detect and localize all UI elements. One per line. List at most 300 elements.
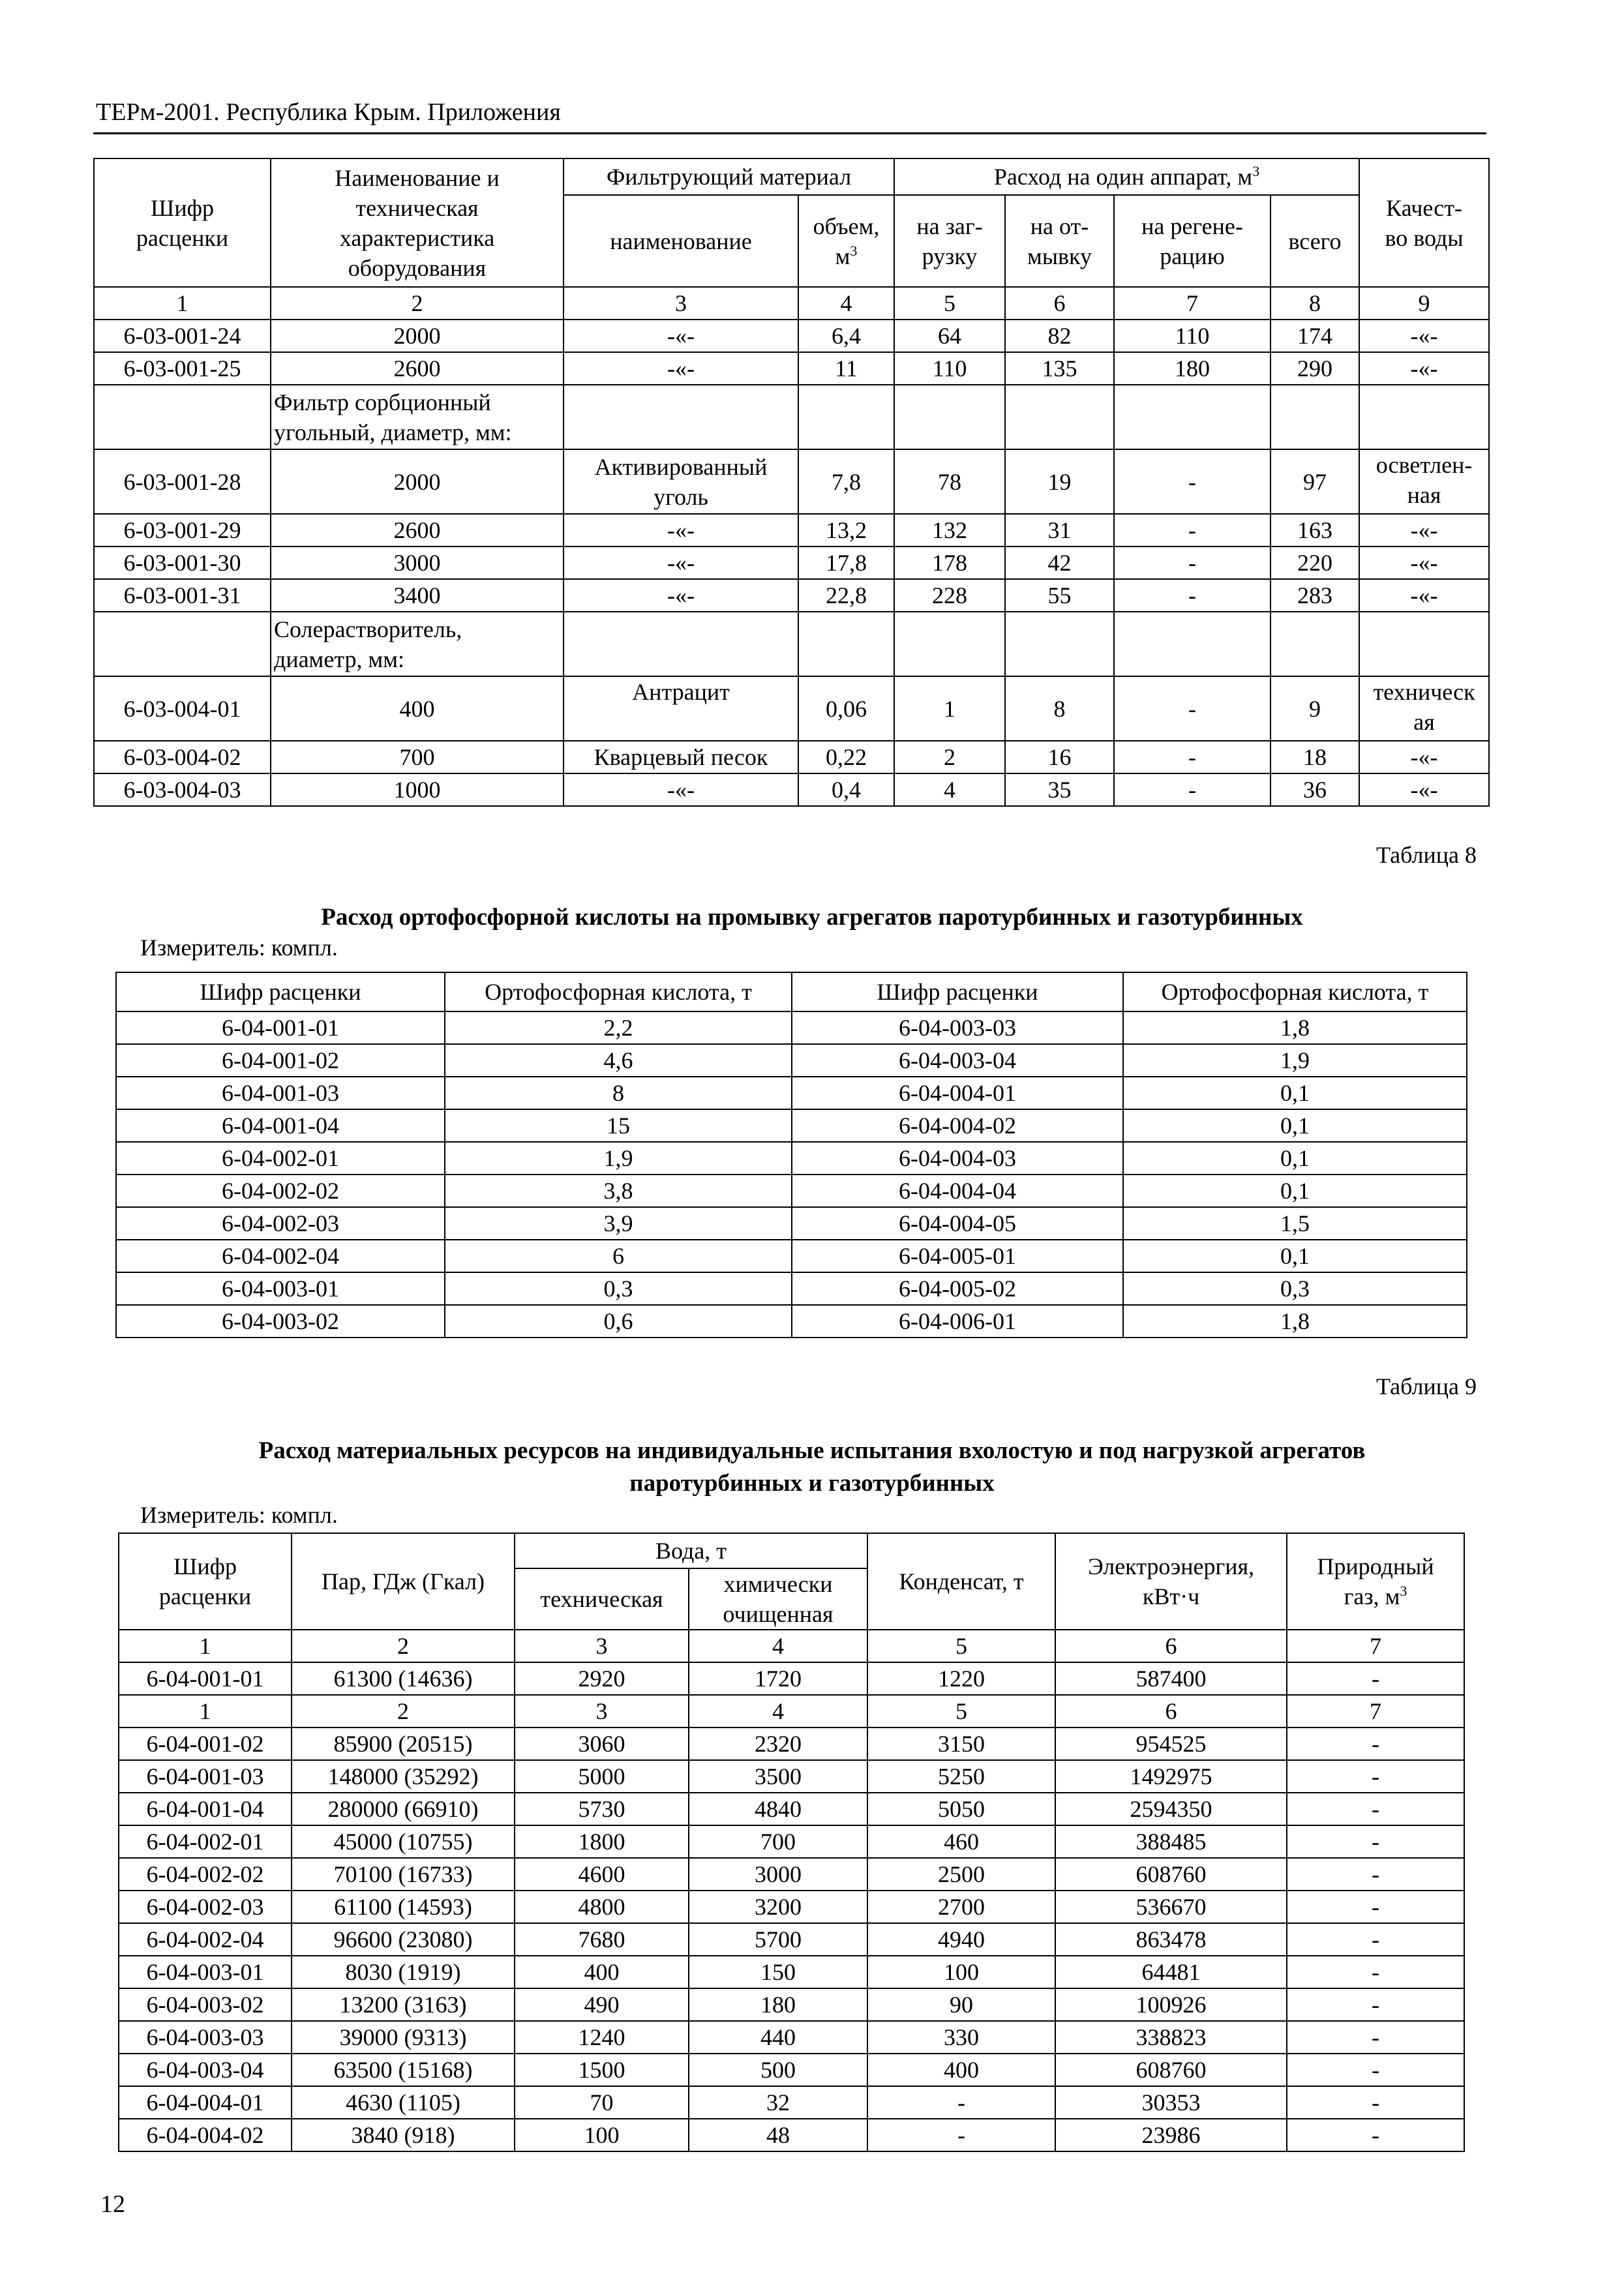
table-cell: 5: [867, 1695, 1055, 1728]
table-cell: 500: [689, 2054, 867, 2086]
table-cell: 6: [1055, 1695, 1287, 1728]
table-cell: 3400: [271, 579, 564, 612]
table-cell: 4800: [515, 1891, 689, 1923]
table-row: [116, 1044, 1467, 1077]
header-loading: на заг- рузку: [894, 195, 1005, 287]
header-water: Вода, т: [515, 1533, 867, 1568]
table-cell: 2600: [271, 514, 564, 546]
table-cell: -: [867, 2119, 1055, 2151]
table-cell: 82: [1005, 320, 1114, 352]
table-row: [94, 546, 1489, 579]
table-cell: 6-03-004-01: [94, 676, 271, 741]
table-cell: 19: [1005, 449, 1114, 514]
table-cell: 6-03-001-25: [94, 352, 271, 385]
table-cell: 5050: [867, 1793, 1055, 1825]
table-cell: [1359, 385, 1489, 449]
table-cell: 30353: [1055, 2086, 1287, 2119]
table-cell: 15: [445, 1109, 792, 1142]
table-cell: 22,8: [798, 579, 894, 612]
table-cell: 132: [894, 514, 1005, 546]
table-cell: 9: [1271, 676, 1359, 741]
table-row: [116, 1077, 1467, 1109]
table-cell: -: [1114, 773, 1271, 806]
table-cell: 2: [292, 1695, 515, 1728]
table-cell: 6-04-004-01: [792, 1077, 1123, 1109]
table-cell: 6-04-003-03: [119, 2021, 292, 2054]
table-cell: 6-03-001-28: [94, 449, 271, 514]
table-cell: [798, 612, 894, 676]
table-row: [119, 1728, 1464, 1760]
table-cell: 6-04-002-02: [119, 1858, 292, 1891]
table-row: [119, 1760, 1464, 1793]
table-cell: 6,4: [798, 320, 894, 352]
table-row: [119, 1825, 1464, 1858]
column-numbers-row: [119, 1695, 1464, 1728]
header-consumption: [894, 158, 1359, 195]
table-cell: 6-04-001-02: [119, 1728, 292, 1760]
table-cell: [1005, 612, 1114, 676]
table-cell: 536670: [1055, 1891, 1287, 1923]
table-cell: 5730: [515, 1793, 689, 1825]
table-cell: Активированный уголь: [564, 449, 798, 514]
table-cell: 8: [445, 1077, 792, 1109]
table-cell: 2000: [271, 449, 564, 514]
table-cell: 6-04-004-03: [792, 1142, 1123, 1174]
header-quality: Качест- во воды: [1359, 158, 1489, 287]
table-cell: 283: [1271, 579, 1359, 612]
header-total: всего: [1271, 195, 1359, 287]
table-cell: 4,6: [445, 1044, 792, 1077]
table-cell: 6-04-002-01: [116, 1142, 445, 1174]
header-divider: [93, 132, 1486, 134]
table-cell: 4: [894, 773, 1005, 806]
table-cell: 1: [119, 1695, 292, 1728]
table-cell: [94, 385, 271, 449]
table-cell: 7: [1287, 1695, 1464, 1728]
table-cell: 5700: [689, 1923, 867, 1956]
table-cell: [894, 385, 1005, 449]
table-cell: -«-: [1359, 546, 1489, 579]
phosphoric-acid-table: [115, 972, 1467, 1338]
table-cell: 180: [689, 1988, 867, 2021]
table-cell: -: [1287, 1728, 1464, 1760]
table-cell: -: [867, 2086, 1055, 2119]
table-cell: 700: [689, 1825, 867, 1858]
column-number: 9: [1359, 287, 1489, 320]
table-cell: [1114, 612, 1271, 676]
table-cell: [1271, 612, 1359, 676]
header-electricity: Электроэнергия, кВт·ч: [1055, 1533, 1287, 1630]
table-cell: 6-04-003-04: [119, 2054, 292, 2086]
table-cell: -: [1287, 1793, 1464, 1825]
table-row: [119, 2086, 1464, 2119]
table-cell: 3200: [689, 1891, 867, 1923]
table-cell: 220: [1271, 546, 1359, 579]
table-cell: -«-: [564, 514, 798, 546]
table-cell: 6-04-002-02: [116, 1174, 445, 1207]
table-cell: 96600 (23080): [292, 1923, 515, 1956]
header-code: Шифр расценки: [94, 158, 271, 287]
table-cell: 8030 (1919): [292, 1956, 515, 1988]
table-row: [119, 1662, 1464, 1695]
table-cell: 228: [894, 579, 1005, 612]
table-cell: 0,6: [445, 1305, 792, 1338]
table-row: [116, 1207, 1467, 1240]
table-cell: 6-04-001-03: [119, 1760, 292, 1793]
column-numbers-row: [94, 287, 1489, 320]
table-cell: 61300 (14636): [292, 1662, 515, 1695]
table-cell: 0,3: [445, 1272, 792, 1305]
table-row: [94, 320, 1489, 352]
table-cell: 440: [689, 2021, 867, 2054]
table-cell: 6-03-004-02: [94, 741, 271, 773]
table-cell: 135: [1005, 352, 1114, 385]
table-cell: -: [1114, 546, 1271, 579]
table-cell: 2700: [867, 1891, 1055, 1923]
table-cell: -«-: [1359, 320, 1489, 352]
table-cell: 6: [445, 1240, 792, 1272]
header-material-name: наименование: [564, 195, 798, 287]
table-cell: 13200 (3163): [292, 1988, 515, 2021]
table-row: [119, 2119, 1464, 2151]
table-cell: 3,8: [445, 1174, 792, 1207]
table-cell: 2,2: [445, 1011, 792, 1044]
table-cell: 31: [1005, 514, 1114, 546]
page-number: 12: [100, 2191, 125, 2218]
table-cell: 1,8: [1123, 1011, 1467, 1044]
table-cell: -«-: [1359, 514, 1489, 546]
table-cell: 2920: [515, 1662, 689, 1695]
table-cell: 388485: [1055, 1825, 1287, 1858]
table-row: [116, 1011, 1467, 1044]
table-cell: 0,1: [1123, 1109, 1467, 1142]
table-cell: 6: [1055, 1630, 1287, 1662]
table-cell: 6-03-001-30: [94, 546, 271, 579]
table-cell: 97: [1271, 449, 1359, 514]
table-cell: 7680: [515, 1923, 689, 1956]
table-row: [119, 1891, 1464, 1923]
table-cell: [564, 612, 798, 676]
table-9-measure: Измеритель: компл.: [140, 1502, 338, 1528]
table-cell: -«-: [564, 320, 798, 352]
table-cell: 0,06: [798, 676, 894, 741]
table-cell: 3060: [515, 1728, 689, 1760]
table-cell: 0,1: [1123, 1174, 1467, 1207]
table-cell: -«-: [564, 579, 798, 612]
table-9-caption: Таблица 9: [1376, 1373, 1477, 1399]
table-cell: 11: [798, 352, 894, 385]
header-volume-label: объем, м: [813, 213, 880, 269]
table-row: [94, 773, 1489, 806]
table-cell: -«-: [564, 352, 798, 385]
header-condensate: Конденсат, т: [867, 1533, 1055, 1630]
header-steam: Пар, ГДж (Гкал): [292, 1533, 515, 1630]
header-volume: [798, 195, 894, 287]
table-cell: [1005, 385, 1114, 449]
table-cell: 1: [894, 676, 1005, 741]
header-gas: [1287, 1533, 1464, 1630]
table-cell: 110: [894, 352, 1005, 385]
table-cell: 3000: [271, 546, 564, 579]
table-cell: 13,2: [798, 514, 894, 546]
table-cell: Кварцевый песок: [564, 741, 798, 773]
table-cell: 6-04-003-03: [792, 1011, 1123, 1044]
table-cell: [798, 385, 894, 449]
filter-materials-table: [93, 158, 1490, 807]
column-number: 3: [564, 287, 798, 320]
superscript: 3: [1400, 1583, 1407, 1599]
table-cell: 6-04-003-02: [116, 1305, 445, 1338]
table-cell: 63500 (15168): [292, 2054, 515, 2086]
table-cell: 2600: [271, 352, 564, 385]
table-cell: -«-: [1359, 773, 1489, 806]
table-cell: [94, 612, 271, 676]
table-cell: 3150: [867, 1728, 1055, 1760]
table-cell: 0,4: [798, 773, 894, 806]
test-resources-table: [118, 1533, 1465, 2152]
table-cell: -«-: [1359, 579, 1489, 612]
table-cell: 6-04-001-02: [116, 1044, 445, 1077]
table-cell: 2000: [271, 320, 564, 352]
table-cell: -: [1287, 1858, 1464, 1891]
column-number: 8: [1271, 287, 1359, 320]
table-row: [116, 1174, 1467, 1207]
table-row: [94, 449, 1489, 514]
table-row: [119, 2054, 1464, 2086]
table-cell: 70100 (16733): [292, 1858, 515, 1891]
table-cell: [894, 612, 1005, 676]
table-cell: 3,9: [445, 1207, 792, 1240]
table-row: [94, 579, 1489, 612]
table-cell: -«-: [1359, 352, 1489, 385]
table-cell: 3840 (918): [292, 2119, 515, 2151]
table-cell: 100926: [1055, 1988, 1287, 2021]
table-cell: 8: [1005, 676, 1114, 741]
table-cell: 6-04-003-04: [792, 1044, 1123, 1077]
table-cell: 39000 (9313): [292, 2021, 515, 2054]
table-cell: 608760: [1055, 1858, 1287, 1891]
table-cell: 90: [867, 1988, 1055, 2021]
column-number: 5: [894, 287, 1005, 320]
table-cell: [1114, 385, 1271, 449]
table-cell: 863478: [1055, 1923, 1287, 1956]
table-cell: 400: [515, 1956, 689, 1988]
table-cell: 2: [894, 741, 1005, 773]
table-cell: 7,8: [798, 449, 894, 514]
table-cell: 1,8: [1123, 1305, 1467, 1338]
table-cell: 587400: [1055, 1662, 1287, 1695]
table-cell: -: [1287, 1760, 1464, 1793]
table-cell: 2594350: [1055, 1793, 1287, 1825]
table-cell: 100: [867, 1956, 1055, 1988]
section-row: [94, 612, 1489, 676]
table-cell: 163: [1271, 514, 1359, 546]
table-cell: 6-03-001-29: [94, 514, 271, 546]
table-row: [94, 514, 1489, 546]
table-row: [119, 1988, 1464, 2021]
table-cell: 178: [894, 546, 1005, 579]
table-row: [119, 1956, 1464, 1988]
table-cell: -: [1114, 449, 1271, 514]
table-cell: 16: [1005, 741, 1114, 773]
table-cell: 6-03-004-03: [94, 773, 271, 806]
table-cell: 6-04-002-01: [119, 1825, 292, 1858]
table-cell: -: [1287, 2021, 1464, 2054]
table-cell: 78: [894, 449, 1005, 514]
table-cell: техническ ая: [1359, 676, 1489, 741]
table-cell: 4940: [867, 1923, 1055, 1956]
table-cell: 1000: [271, 773, 564, 806]
header-equipment: Наименование и техническая характеристика оборудования: [271, 158, 564, 287]
table-row: [94, 352, 1489, 385]
table-cell: 61100 (14593): [292, 1891, 515, 1923]
table-cell: -: [1287, 1956, 1464, 1988]
table-cell: -: [1287, 1662, 1464, 1695]
table-cell: осветлен- ная: [1359, 449, 1489, 514]
header-water-technical: техническая: [515, 1568, 689, 1630]
column-header: Ортофосфорная кислота, т: [1123, 972, 1467, 1011]
table-cell: 174: [1271, 320, 1359, 352]
table-cell: 6-04-003-01: [119, 1956, 292, 1988]
table-cell: 338823: [1055, 2021, 1287, 2054]
table-cell: 3: [515, 1630, 689, 1662]
table-cell: [1359, 612, 1489, 676]
column-number: 7: [1114, 287, 1271, 320]
table-cell: 1500: [515, 2054, 689, 2086]
table-cell: -«-: [564, 773, 798, 806]
table-cell: 330: [867, 2021, 1055, 2054]
table-cell: 460: [867, 1825, 1055, 1858]
table-cell: 4600: [515, 1858, 689, 1891]
superscript: 3: [850, 242, 858, 259]
table-cell: -: [1287, 1891, 1464, 1923]
table-cell: 32: [689, 2086, 867, 2119]
table-row: [119, 1923, 1464, 1956]
table-8-caption: Таблица 8: [1376, 842, 1477, 868]
table-row: [94, 741, 1489, 773]
table-cell: 6-04-002-03: [116, 1207, 445, 1240]
table-cell: 6-04-005-01: [792, 1240, 1123, 1272]
table-8-title: Расход ортофосфорной кислоты на промывку агрегатов паротурбинных и газотурбинных: [321, 904, 1303, 931]
table-cell: 5: [867, 1630, 1055, 1662]
table-cell: -: [1287, 2119, 1464, 2151]
column-number: 2: [271, 287, 564, 320]
column-number: 6: [1005, 287, 1114, 320]
table-cell: 110: [1114, 320, 1271, 352]
table-cell: 180: [1114, 352, 1271, 385]
table-cell: 6-04-003-01: [116, 1272, 445, 1305]
table-cell: 608760: [1055, 2054, 1287, 2086]
table-cell: 1,9: [1123, 1044, 1467, 1077]
table-cell: -: [1287, 1988, 1464, 2021]
table-row: [116, 1109, 1467, 1142]
table-cell: 3000: [689, 1858, 867, 1891]
table-cell: 400: [271, 676, 564, 741]
table-cell: 17,8: [798, 546, 894, 579]
column-number: 4: [798, 287, 894, 320]
table-cell: 6-04-001-04: [119, 1793, 292, 1825]
table-cell: 85900 (20515): [292, 1728, 515, 1760]
table-cell: -: [1114, 579, 1271, 612]
column-numbers-row: [119, 1630, 1464, 1662]
table-cell: 6-03-001-31: [94, 579, 271, 612]
table-cell: 4: [689, 1630, 867, 1662]
table-row: [116, 1142, 1467, 1174]
table-cell: 6-04-001-04: [116, 1109, 445, 1142]
table-cell: 6-04-004-02: [792, 1109, 1123, 1142]
table-cell: 18: [1271, 741, 1359, 773]
table-row: [119, 1793, 1464, 1825]
header-gas-label: Природный газ, м: [1317, 1553, 1434, 1609]
table-cell: 1,9: [445, 1142, 792, 1174]
table-cell: -: [1287, 2086, 1464, 2119]
table-cell: 1: [119, 1630, 292, 1662]
header-code: Шифр расценки: [119, 1533, 292, 1630]
table-cell: 490: [515, 1988, 689, 2021]
header-water-chemical: химически очищенная: [689, 1568, 867, 1630]
table-row: [116, 1272, 1467, 1305]
header-washing: на от- мывку: [1005, 195, 1114, 287]
table-cell: [1271, 385, 1359, 449]
table-cell: 954525: [1055, 1728, 1287, 1760]
table-cell: 64: [894, 320, 1005, 352]
section-row: [94, 385, 1489, 449]
table-cell: 6-04-004-05: [792, 1207, 1123, 1240]
table-9-title: Расход материальных ресурсов на индивидуальные испытания вхолостую и под нагрузкой агрегатов паротурбинных и газотурбинных: [258, 1437, 1366, 1497]
table-cell: 2: [292, 1630, 515, 1662]
table-cell: 0,1: [1123, 1077, 1467, 1109]
table-row: [94, 676, 1489, 741]
table-cell: Солерастворитель, диаметр, мм:: [271, 612, 564, 676]
column-header: Ортофосфорная кислота, т: [445, 972, 792, 1011]
header-regeneration: на регене- рацию: [1114, 195, 1271, 287]
table-cell: 1800: [515, 1825, 689, 1858]
table-cell: 2500: [867, 1858, 1055, 1891]
table-cell: 6-04-005-02: [792, 1272, 1123, 1305]
table-cell: 48: [689, 2119, 867, 2151]
table-cell: 42: [1005, 546, 1114, 579]
table-cell: 35: [1005, 773, 1114, 806]
table-cell: 3: [515, 1695, 689, 1728]
table-cell: -: [1287, 1923, 1464, 1956]
table-cell: 5000: [515, 1760, 689, 1793]
table-cell: 6-04-006-01: [792, 1305, 1123, 1338]
table-cell: 148000 (35292): [292, 1760, 515, 1793]
header-consumption-label: Расход на один аппарат, м: [993, 164, 1253, 190]
table-cell: 6-04-001-01: [119, 1662, 292, 1695]
table-cell: 290: [1271, 352, 1359, 385]
table-cell: 100: [515, 2119, 689, 2151]
table-cell: 5250: [867, 1760, 1055, 1793]
table-cell: 400: [867, 2054, 1055, 2086]
table-cell: 23986: [1055, 2119, 1287, 2151]
table-cell: -: [1114, 741, 1271, 773]
column-header: Шифр расценки: [792, 972, 1123, 1011]
table-cell: 6-04-004-04: [792, 1174, 1123, 1207]
header-filter-material: Фильтрующий материал: [564, 158, 894, 195]
table-cell: 1220: [867, 1662, 1055, 1695]
table-cell: 7: [1287, 1630, 1464, 1662]
table-cell: -: [1114, 676, 1271, 741]
table-cell: 55: [1005, 579, 1114, 612]
table-cell: -«-: [1359, 741, 1489, 773]
table-cell: 2320: [689, 1728, 867, 1760]
table-8-measure: Измеритель: компл.: [140, 935, 338, 961]
table-cell: 6-04-002-03: [119, 1891, 292, 1923]
table-cell: 1492975: [1055, 1760, 1287, 1793]
table-cell: -«-: [564, 546, 798, 579]
table-cell: 6-03-001-24: [94, 320, 271, 352]
